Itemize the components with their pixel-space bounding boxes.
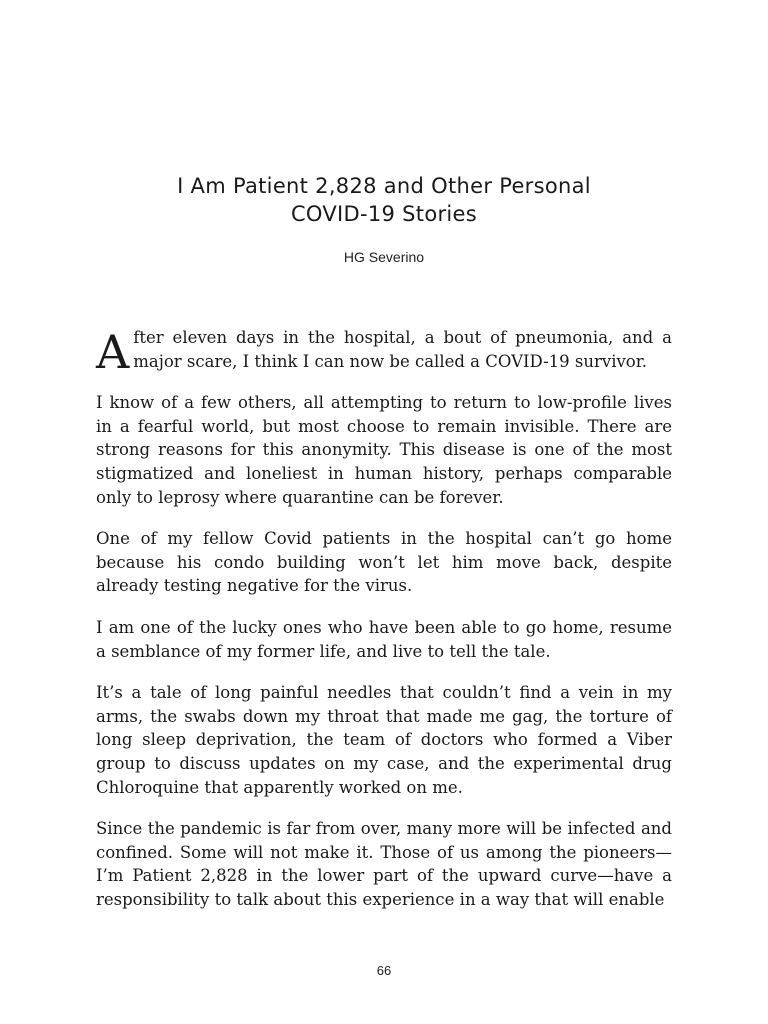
chapter-title-line-1: I Am Patient 2,828 and Other Personal [177,174,591,198]
author-name: HG Severino [343,249,425,265]
paragraph-3: One of my fellow Covid patients in the hospital can’t go home because his condo building won’t let him move back, despite already testing negative for the virus. [96,529,672,596]
paragraph-4: I am one of the lucky ones who have been able to go home, resume a semblance of my former life, and live to tell the tale. [96,617,672,661]
paragraph-6: Since the pandemic is far from over, many more will be infected and confined. Some will not make it. Those of us among the pioneers—I’m Patient 2,828 in the lower part of the upward curve—have a responsibility to talk about this experience in a way that will enable [96,819,672,909]
paragraph-5: It’s a tale of long painful needles that couldn’t find a vein in my arms, the swabs down my throat that made me gag, the torture of long sleep deprivation, the team of doctors who formed a Viber group to discuss updates on my case, and the experimental drug Chloroquine that apparently worked on me. [96,683,672,797]
chapter-title [96,172,672,228]
chapter-title-line-2: COVID-19 Stories [290,202,478,226]
page-number: 66 [376,963,392,978]
drop-cap: A [96,325,130,379]
body-text [96,326,672,929]
paragraph-2: I know of a few others, all attempting to return to low-profile lives in a fearful world, but most choose to remain invisible. There are strong reasons for this anonymity. This disease is one of the most stigmatized and loneliest in human history, perhaps comparable only to leprosy where quarantine can be forever. [96,393,672,507]
paragraph-1 [96,325,672,379]
paragraph-1-text: fter eleven days in the hospital, a bout of pneumonia, and a major scare, I think I can now be called a COVID-19 survivor. [133,328,672,371]
